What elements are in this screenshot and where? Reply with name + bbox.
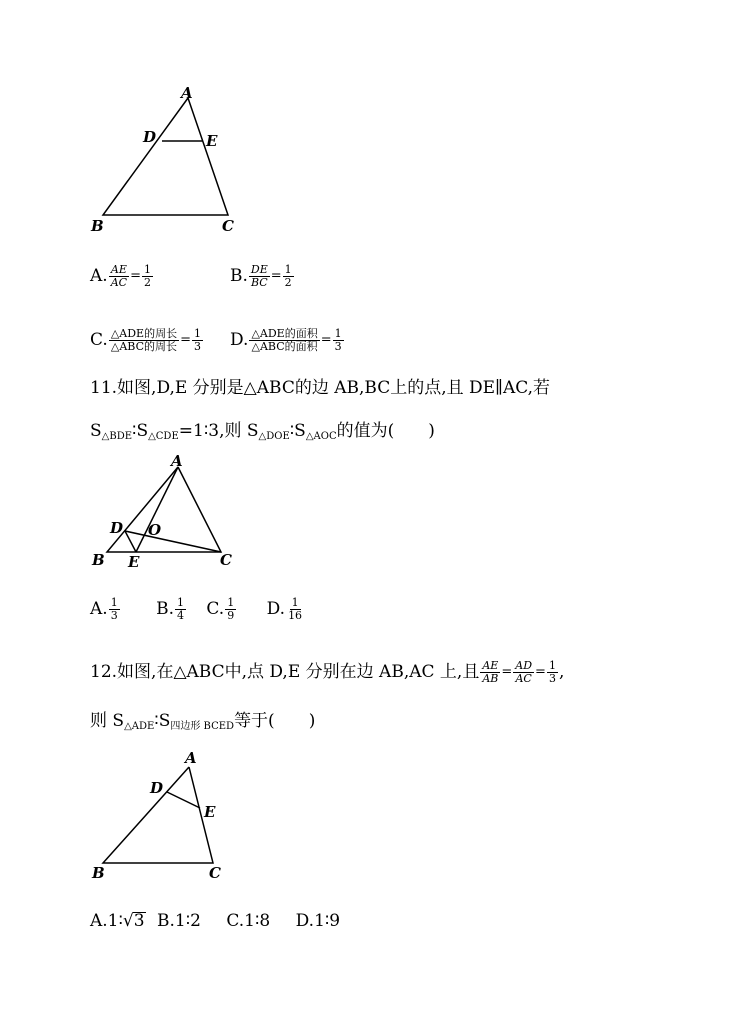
figure-2-triangle	[85, 445, 255, 575]
figure-1-label-e: E	[206, 132, 218, 150]
q11-option-a: A. $\frac{1}{3}$	[90, 596, 118, 622]
figure-1-label-b: B	[91, 217, 104, 235]
q11-option-b: B. $\frac{1}{4}$	[156, 596, 184, 622]
figure-1-label-d: D	[143, 128, 157, 146]
figure-3-label-e: E	[204, 803, 216, 821]
q12-option-d: D.1∶9	[295, 911, 341, 931]
q12-options	[90, 911, 340, 931]
q11-question-line-2: $S_{\triangle BDE}∶S_{\triangle CDE}=1∶3$,则 $S_{\triangle DOE}∶S_{\triangle AOC}$的值为( )	[90, 421, 435, 442]
figure-3-segment-de	[167, 792, 200, 808]
figure-2-label-d: D	[110, 519, 124, 537]
q12-option-a: A.1∶√3	[90, 911, 145, 931]
figure-2-label-o: O	[148, 521, 162, 539]
q11-option-c: C. $\frac{1}{9}$	[206, 596, 235, 622]
figure-2-label-a: A	[171, 452, 183, 470]
figure-2-label-c: C	[220, 551, 232, 569]
q11-question-line-1: 11.如图,D,E 分别是△ABC的边 AB,BC上的点,且 DE∥AC,若	[90, 378, 551, 398]
figure-3-triangle	[85, 745, 255, 890]
q12-question-line-1: 12.如图,在△ABC中,点 D,E 分别在边 AB,AC 上,且 $\frac{AE}{AB}$ = $\frac{AD}{AC}$ = $\frac{1}{3}$ ,	[90, 659, 565, 685]
q10-option-d: D. $\frac{\text{△ADE的面积}}{\text{△ABC的面积}}$ = $\frac{1}{3}$	[230, 327, 342, 353]
figure-3-label-b: B	[92, 864, 105, 882]
q11-options	[90, 597, 305, 622]
figure-2-segment-dc	[125, 531, 221, 552]
figure-3-label-a: A	[185, 749, 197, 767]
figure-1-triangle-outline	[103, 98, 228, 215]
figure-3-label-d: D	[150, 779, 164, 797]
figure-1-triangle	[85, 80, 255, 240]
figure-2-label-b: B	[92, 551, 105, 569]
q10-option-a: A. $\frac{AE}{AC}$ = $\frac{1}{2}$	[90, 263, 151, 289]
q12-question-line-2: 则 $S_{\triangle ADE}∶S_{四边形 BCED}$等于( )	[90, 711, 316, 732]
q10-option-c: C. $\frac{\text{△ADE的周长}}{\text{△ABC的周长}}$ = $\frac{1}{3}$	[90, 327, 201, 353]
q10-option-b: B. $\frac{DE}{BC}$ = $\frac{1}{2}$	[230, 263, 292, 289]
figure-2-segment-de	[125, 531, 136, 552]
q12-option-c: C.1∶8	[226, 911, 271, 931]
figure-1-label-c: C	[222, 217, 234, 235]
q11-option-d: D. $\frac{1}{16}$	[266, 596, 303, 622]
figure-3-label-c: C	[209, 864, 221, 882]
q12-option-b: B.1∶2	[157, 911, 201, 931]
figure-1-label-a: A	[181, 84, 193, 102]
figure-2-label-e: E	[128, 553, 140, 571]
